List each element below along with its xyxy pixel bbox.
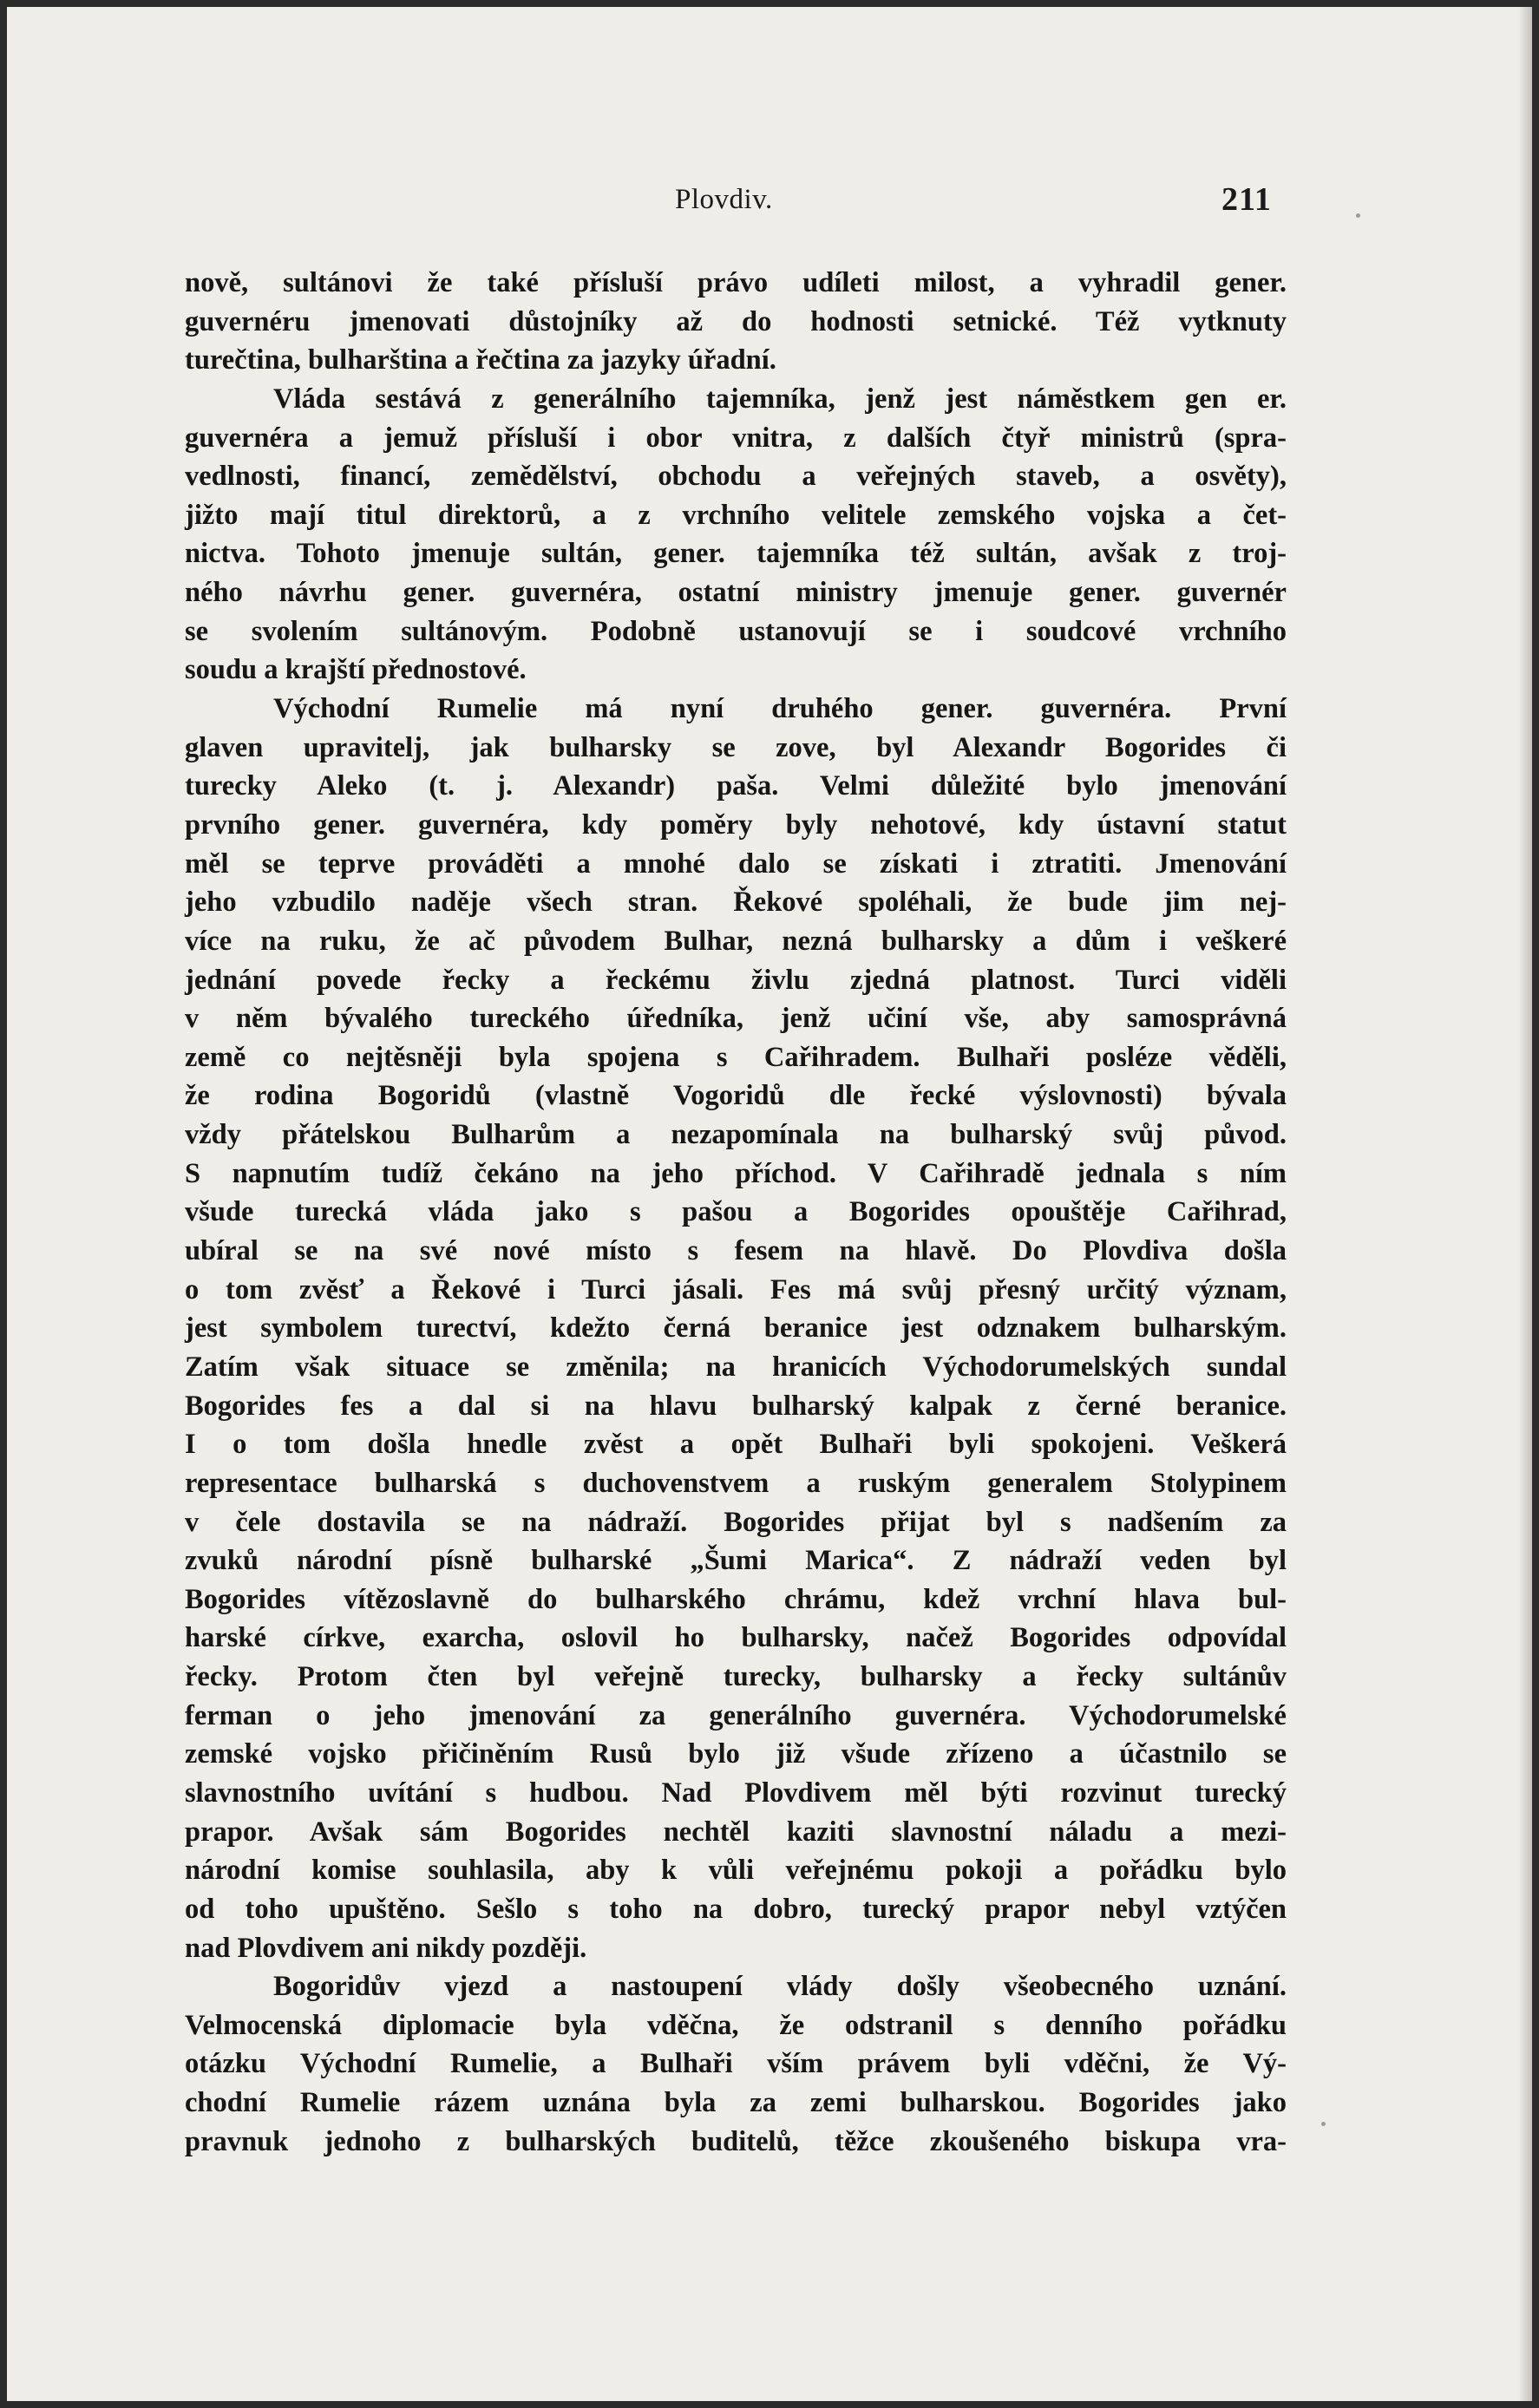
paper-speck bbox=[1356, 213, 1360, 218]
text-line: otázku Východní Rumelie, a Bulhaři vším právem byli vděčni, že Vý- bbox=[185, 2048, 1287, 2080]
text-line: slavnostního uvítání s hudbou. Nad Plovdivem měl býti rozvinut turecký bbox=[185, 1777, 1287, 1809]
text-line: jednání povede řecky a řeckému živlu zjedná platnost. Turci viděli bbox=[185, 964, 1287, 996]
text-line: měl se teprve prováděti a mnohé dalo se získati i ztratiti. Jmenování bbox=[185, 847, 1287, 880]
text-line: jeho vzbudilo naděje všech stran. Řekové spoléhali, že bude jim nej- bbox=[185, 887, 1287, 919]
text-line: zemské vojsko přičiněním Rusů bylo již všude zřízeno a účastnilo se bbox=[185, 1738, 1287, 1770]
text-line: ubíral se na své nové místo s fesem na hlavě. Do Plovdiva došla bbox=[185, 1235, 1287, 1267]
text-line: Bogoridův vjezd a nastoupení vlády došly všeobecného uznání. bbox=[273, 1971, 1287, 2003]
text-line: nad Plovdivem ani nikdy později. bbox=[185, 1932, 587, 1964]
text-line: prvního gener. guvernéra, kdy poměry byly nehotové, kdy ústavní statut bbox=[185, 808, 1287, 841]
page-header bbox=[7, 179, 1532, 222]
text-line: Bogorides fes a dal si na hlavu bulharský kalpak z černé beranice. bbox=[185, 1390, 1287, 1422]
text-line: vždy přátelskou Bulharům a nezapomínala na bulharský svůj původ. bbox=[185, 1119, 1287, 1151]
text-line: jižto mají titul direktorů, a z vrchního velitele zemského vojska a čet- bbox=[185, 499, 1287, 531]
text-line: ferman o jeho jmenování za generálního guvernéra. Východorumelské bbox=[185, 1699, 1287, 1731]
body-text bbox=[185, 264, 1287, 2161]
text-line: nictva. Tohoto jmenuje sultán, gener. tajemníka též sultán, avšak z troj- bbox=[185, 538, 1287, 570]
text-line: glaven upravitelj, jak bulharsky se zove, byl Alexandr Bogorides či bbox=[185, 731, 1287, 763]
text-line: v čele dostavila se na nádraží. Bogorides přijat byl s nadšením za bbox=[185, 1506, 1287, 1538]
text-line: zvuků národní písně bulharské „Šumi Marica“. Z nádraží veden byl bbox=[185, 1545, 1287, 1577]
running-title: Plovdiv. bbox=[675, 184, 773, 215]
text-line: všude turecká vláda jako s pašou a Bogorides opouštěje Cařihrad, bbox=[185, 1196, 1287, 1228]
text-line: guvernéra a jemuž přísluší i obor vnitra, z dalších čtyř ministrů (spra- bbox=[185, 422, 1287, 454]
text-line: Bogorides vítězoslavně do bulharského chrámu, kdež vrchní hlava bul- bbox=[185, 1583, 1287, 1615]
text-line: o tom zvěsť a Řekové i Turci jásali. Fes má svůj přesný určitý význam, bbox=[185, 1273, 1287, 1305]
text-line: jest symbolem turectví, kdežto černá beranice jest odznakem bulharským. bbox=[185, 1312, 1287, 1345]
text-line: v něm bývalého tureckého úředníka, jenž učiní vše, aby samosprávná bbox=[185, 1003, 1287, 1035]
text-line: ného návrhu gener. guvernéra, ostatní ministry jmenuje gener. guvernér bbox=[185, 577, 1287, 609]
text-line: Velmocenská diplomacie byla vděčna, že odstranil s denního pořádku bbox=[185, 2009, 1287, 2041]
text-line: turecky Aleko (t. j. Alexandr) paša. Velmi důležité bylo jmenování bbox=[185, 770, 1287, 802]
text-line: od toho upuštěno. Sešlo s toho na dobro, turecký prapor nebyl vztýčen bbox=[185, 1893, 1287, 1925]
text-line: S napnutím tudíž čekáno na jeho příchod. V Cařihradě jednala s ním bbox=[185, 1157, 1287, 1189]
page-edge-shadow bbox=[1518, 7, 1532, 2401]
text-line: chodní Rumelie rázem uznána byla za zemi bulharskou. Bogorides jako bbox=[185, 2087, 1287, 2119]
text-line: více na ruku, že ač původem Bulhar, nezná bulharsky a dům i veškeré bbox=[185, 925, 1287, 957]
text-line: nově, sultánovi že také přísluší právo udíleti milost, a vyhradil gener. bbox=[185, 267, 1287, 298]
text-line: turečtina, bulharština a řečtina za jazyky úřadní. bbox=[185, 344, 776, 376]
text-line: prapor. Avšak sám Bogorides nechtěl kaziti slavnostní náladu a mezi- bbox=[185, 1816, 1287, 1848]
text-line: že rodina Bogoridů (vlastně Vogoridů dle řecké výslovnosti) bývala bbox=[185, 1080, 1287, 1112]
book-page bbox=[7, 7, 1532, 2401]
text-line: Zatím však situace se změnila; na hranicích Východorumelských sundal bbox=[185, 1351, 1287, 1383]
text-line: Východní Rumelie má nyní druhého gener. guvernéra. První bbox=[273, 693, 1287, 725]
text-line: řecky. Protom čten byl veřejně turecky, bulharsky a řecky sultánův bbox=[185, 1661, 1287, 1693]
text-line: soudu a krajští přednostové. bbox=[185, 654, 527, 686]
text-line: vedlnosti, financí, zemědělství, obchodu a veřejných staveb, a osvěty), bbox=[185, 461, 1287, 493]
text-line: harské církve, exarcha, oslovil ho bulharsky, načež Bogorides odpovídal bbox=[185, 1622, 1287, 1654]
text-line: guvernéru jmenovati důstojníky až do hodnosti setnické. Též vytknuty bbox=[185, 305, 1287, 337]
text-line: země co nejtěsněji byla spojena s Cařihradem. Bulhaři posléze věděli, bbox=[185, 1041, 1287, 1073]
text-line: Vláda sestává z generálního tajemníka, jenž jest náměstkem gen er. bbox=[273, 383, 1287, 415]
text-line: representace bulharská s duchovenstvem a ruským generalem Stolypinem bbox=[185, 1467, 1287, 1499]
text-line: národní komise souhlasila, aby k vůli veřejnému pokoji a pořádku bylo bbox=[185, 1855, 1287, 1887]
page-number: 211 bbox=[1221, 181, 1272, 218]
text-line: I o tom došla hnedle zvěst a opět Bulhaři byli spokojeni. Veškerá bbox=[185, 1429, 1287, 1461]
text-line: se svolením sultánovým. Podobně ustanovují se i soudcové vrchního bbox=[185, 615, 1287, 647]
paper-speck bbox=[1321, 2122, 1326, 2126]
text-line: pravnuk jednoho z bulharských buditelů, těžce zkoušeného biskupa vra- bbox=[185, 2125, 1287, 2157]
